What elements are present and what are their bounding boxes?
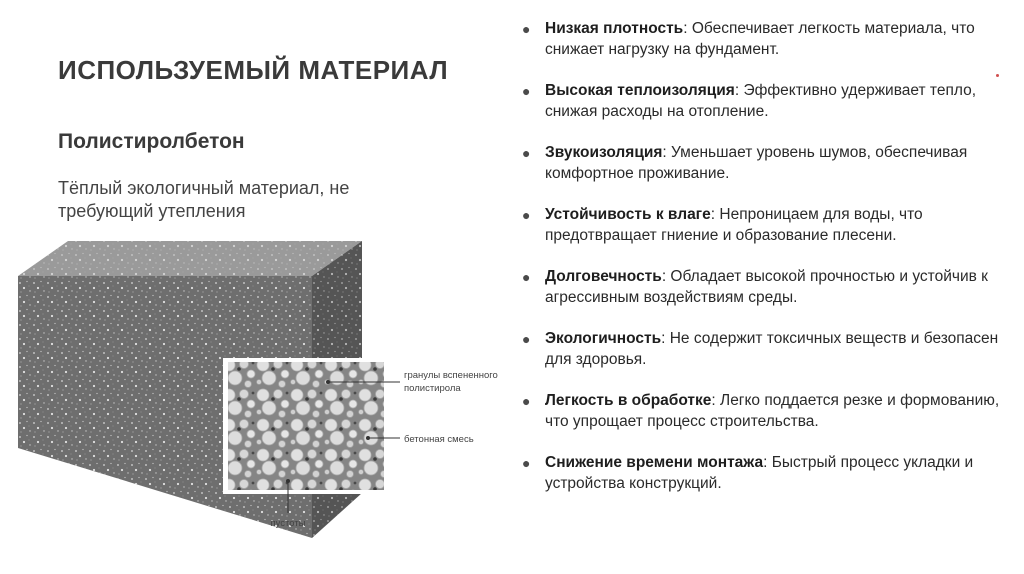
bullet-icon: ● xyxy=(522,145,531,161)
feature-term: Звукоизоляция xyxy=(545,144,663,161)
bullet-icon: ● xyxy=(522,331,531,347)
feature-text: : Обладает высокой прочностью и устойчив к агрессивным воздействиям среды. xyxy=(545,268,988,306)
feature-text: : Уменьшает уровень шумов, обеспечивая комфортное проживание. xyxy=(545,144,968,182)
voids-label: пустоты xyxy=(270,518,306,529)
list-item xyxy=(520,328,1000,370)
feature-term: Высокая теплоизоляция xyxy=(545,82,735,99)
bullet-icon: ● xyxy=(522,83,531,99)
feature-term: Легкость в обработке xyxy=(545,392,712,409)
material-name: Полистиролбетон xyxy=(58,130,245,153)
bullet-icon: ● xyxy=(522,393,531,409)
list-item xyxy=(520,142,1000,184)
list-item xyxy=(520,390,1000,432)
feature-text: : Обеспечивает легкость материала, что снижает нагрузку на фундамент. xyxy=(545,20,975,58)
feature-list xyxy=(520,18,1000,514)
feature-text: : Эффективно удерживает тепло, снижая расходы на отопление. xyxy=(545,82,976,120)
feature-text: : Непроницаем для воды, что предотвращает гниение и образование плесени. xyxy=(545,206,923,244)
concrete-mix-label: бетонная смесь xyxy=(404,434,474,445)
slide-title: ИСПОЛЬЗУЕМЫЙ МАТЕРИАЛ xyxy=(58,55,449,85)
feature-text: : Не содержит токсичных веществ и безопасен для здоровья. xyxy=(545,330,999,368)
list-item xyxy=(520,204,1000,246)
bullet-icon: ● xyxy=(522,455,531,471)
bullet-icon: ● xyxy=(522,21,531,37)
bullet-icon: ● xyxy=(522,207,531,223)
feature-term: Экологичность xyxy=(545,330,662,347)
feature-term: Долговечность xyxy=(545,268,662,285)
feature-text: : Легко поддается резке и формованию, что упрощает процесс строительства. xyxy=(545,392,1000,430)
feature-term: Устойчивость к влаге xyxy=(545,206,711,223)
bullet-icon: ● xyxy=(522,269,531,285)
granules-label-line2: полистирола xyxy=(404,383,461,394)
polystyrene-concrete-block-illustration xyxy=(18,238,518,558)
granules-label-line1: гранулы вспененного xyxy=(404,370,498,381)
feature-term: Низкая плотность xyxy=(545,20,684,37)
feature-term: Снижение времени монтажа xyxy=(545,454,764,471)
list-item xyxy=(520,80,1000,122)
material-description: Тёплый экологичный материал, не требующий утепления xyxy=(58,178,350,221)
list-item xyxy=(520,18,1000,60)
decorative-dot xyxy=(996,74,999,77)
list-item xyxy=(520,452,1000,494)
granule-closeup-inset xyxy=(223,358,389,494)
feature-text: : Быстрый процесс укладки и устройства конструкций. xyxy=(545,454,974,492)
list-item xyxy=(520,266,1000,308)
